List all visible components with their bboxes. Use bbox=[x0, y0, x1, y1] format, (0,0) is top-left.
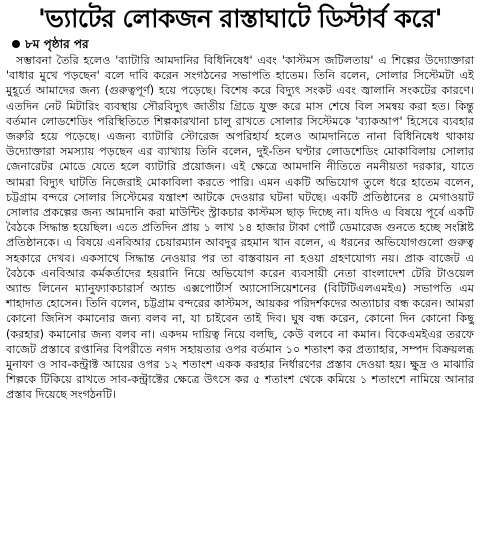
bullet-icon bbox=[12, 40, 20, 48]
continued-from-label bbox=[12, 36, 474, 52]
article-paragraph: সম্ভাবনা তৈরি হলেও 'ব্যাটারি আমদানির বিধিনিষেধ' এবং 'কাস্টমস জটিলতায়' এ শিল্পের উদ্যোক্তারা 'বাধার মুখে পড়ছেন' বলে দাবি করেন সংগঠনের সভাপতি হাতেম। তিনি বলেন, সোলার সিস্টেমটা এই মুহূর্তে আমাদের জন্য (গুরুত্বপূর্ণ) হয়ে পড়েছে। বিশেষ করে বিদ্যুৎ সংকট এবং জ্বালানি সংকটের কারণে। এতদিন নেট মিটারিং ব্যবস্থায় সৌরবিদ্যুৎ জাতীয় গ্রিডে যুক্ত করে মাস শেষে বিল সমন্বয় করা হত। কিন্তু বর্তমান লোডশেডিং পরিস্থিতিতে শিল্পকারখানা চালু রাখতে সোলার সিস্টেমকে 'ব্যাকআপ' হিসেবে ব্যবহার জরুরি হয়ে পড়েছে। এজন্য ব্যাটারি স্টোরেজ অপরিহার্য হলেও আমদানিতে নানা বিধিনিষেধ থাকায় উদ্যোক্তারা সমস্যায় পড়ছেন এর ব্যাখ্যায় তিনি বলেন, দুই-তিন ঘণ্টার লোডশেডিং মোকাবিলায় সোলার জেনারেটর মোডে যেতে হলে ব্যাটারি প্রয়োজন। এই ক্ষেত্রে আমদানি নীতিতে নমনীয়তা দরকার, যাতে আমরা বিদ্যুৎ ঘাটতি নিজেরাই মোকাবিলা করতে পারি। এমন একটি অভিযোগ তুলে ধরে হাতেম বলেন, চট্টগ্রাম বন্দরে সোলার সিস্টেমের যন্ত্রাংশ আটকে দেওয়ার ঘটনা ঘটছে। একটি প্রতিষ্ঠানের ৪ মেগাওয়াট সোলার প্রকল্পের জন্য আমদানি করা মাউন্টিং স্ট্রাকচার কাস্টমস ছাড় দিচ্ছে না। যদিও এ বিষয়ে পূর্বে একটি বৈঠকে সিদ্ধান্ত হয়েছিল। এতে প্রতিদিন প্রায় ১ লাখ ১৪ হাজার টাকা পোর্ট ডেমারেজ গুনতে হচ্ছে সংশ্লিষ্ট প্রতিষ্ঠানকে। এ বিষয়ে এনবিআর চেয়ারম্যান আবদুর রহমান খান বলেন, এ ধরনের অভিযোগগুলো গুরুত্ব সহকারে দেখব। একসাথে সিদ্ধান্ত নেওয়ার পর তা বাস্তবায়ন না হওয়া গ্রহণযোগ্য নয়। প্রাক বাজেট এ বৈঠকে এনবিআর কর্মকর্তাদের হয়রানি নিয়ে অভিযোগ করেন ব্যবসায়ী নেতা বাংলাদেশ টেরি টাওয়েল অ্যান্ড লিনেন ম্যানুফ্যাকচারার্স অ্যান্ড এক্সপোর্টার্স অ্যাসোসিয়েশনের (বিটিটিএলএমইএ) সভাপতি এম শাহাদাত হোসেন। তিনি বলেন, চট্টগ্রাম বন্দরের কাস্টমস, আয়কর পরিদর্শকদের অত্যাচার বন্ধ করেন। আমরা কোনো জিনিস কমানোর জন্য বলব না, যা চাইবেন তাই দিব। ঘুষ বন্ধ করেন, কোনো দিন কোনো কিছু (করহার) কমানোর জন্য বলব না। একদম দায়িত্ব নিয়ে বলছি, কেউ বলবে না কমান। বিকেএমইএর তরফে বাজেট প্রস্তাবে রপ্তানির বিপরীতে নগদ সহায়তার ওপর বর্তমান ১০ শতাংশ কর প্রত্যাহার, সম্পদ বিক্রয়লব্ধ মুনাফা ও সাব-কন্ট্রাক্ট আয়ের ওপর ১২ শতাংশ একক করহার নির্ধারণের প্রস্তাব দেওয়া হয়। ক্ষুদ্র ও মাঝারি শিল্পকে টিকিয়ে রাখতে সাব-কন্ট্রাক্টের ক্ষেত্রে উৎসে কর ৫ শতাংশ থেকে কমিয়ে ১ শতাংশে নামিয়ে আনার প্রস্তাব দিয়েছে সংগঠনটি। bbox=[6, 54, 475, 402]
article-body bbox=[6, 53, 474, 403]
article-headline: 'ভ্যাটের লোকজন রাস্তাঘাটে ডিস্টার্ব করে' bbox=[38, 4, 442, 33]
continued-from-text: ৮ম পৃষ্ঠার পর bbox=[25, 37, 89, 51]
